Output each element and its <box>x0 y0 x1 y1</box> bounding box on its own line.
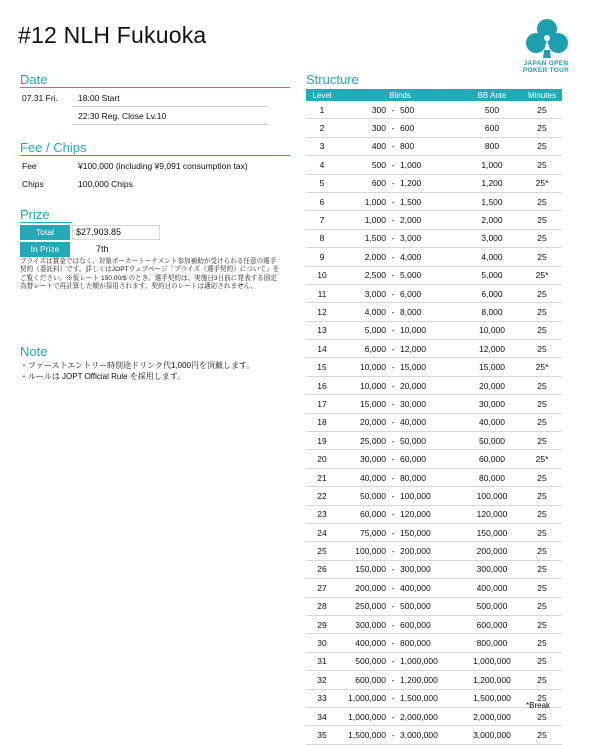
small-blind-cell: 300 <box>338 119 386 137</box>
blind-separator: - <box>386 156 400 174</box>
prize-note: プライズは賞金ではなく、対象ポーカートーナメント参加補助が受けられる任意の選手契約（委託料）です。詳しくはJOPTウェブページ「プライズ（選手契約）について」をご覧ください。※仮レート 150.00/$ のとき。選手契約は、実施日3日前に発表する固定為替レートで再計算した額が採用されます。契約日のレートは適応されません。 <box>20 258 280 290</box>
minutes-cell: 25* <box>522 358 562 376</box>
minutes-cell: 25 <box>522 248 562 266</box>
note-item: ・ファーストエントリー時別途ドリンク代1,000円を頂戴します。 <box>20 361 255 370</box>
small-blind-cell: 300 <box>338 101 386 119</box>
table-row <box>306 137 562 155</box>
bb-ante-cell: 800 <box>462 137 522 155</box>
table-row <box>306 726 562 744</box>
prize-divider <box>20 222 72 223</box>
table-row <box>306 468 562 486</box>
date-close: 22:30 Reg. Close Lv.10 <box>78 111 167 121</box>
big-blind-cell: 800,000 <box>400 634 462 652</box>
minutes-cell: 25* <box>522 266 562 284</box>
table-row <box>306 284 562 302</box>
blind-separator: - <box>386 248 400 266</box>
bb-ante-cell: 400,000 <box>462 579 522 597</box>
prize-total-value: $27,903.85 <box>76 227 122 237</box>
small-blind-cell: 500,000 <box>338 652 386 670</box>
level-cell: 15 <box>306 358 338 376</box>
small-blind-cell: 2,500 <box>338 266 386 284</box>
level-cell: 34 <box>306 707 338 725</box>
minutes-cell: 25 <box>522 156 562 174</box>
small-blind-cell: 4,000 <box>338 303 386 321</box>
minutes-cell: 25 <box>522 523 562 541</box>
minutes-cell: 25 <box>522 376 562 394</box>
bb-ante-cell: 6,000 <box>462 284 522 302</box>
table-row <box>306 542 562 560</box>
minutes-cell: 25 <box>522 671 562 689</box>
level-cell: 17 <box>306 395 338 413</box>
bb-ante-cell: 12,000 <box>462 340 522 358</box>
small-blind-cell: 5,000 <box>338 321 386 339</box>
small-blind-cell: 600 <box>338 174 386 192</box>
big-blind-cell: 500,000 <box>400 597 462 615</box>
blind-separator: - <box>386 652 400 670</box>
small-blind-cell: 300,000 <box>338 615 386 633</box>
level-cell: 2 <box>306 119 338 137</box>
blind-separator: - <box>386 119 400 137</box>
level-cell: 20 <box>306 450 338 468</box>
table-row <box>306 376 562 394</box>
blind-separator: - <box>386 615 400 633</box>
table-row <box>306 340 562 358</box>
level-cell: 23 <box>306 505 338 523</box>
level-cell: 29 <box>306 615 338 633</box>
blind-separator: - <box>386 671 400 689</box>
minutes-cell: 25 <box>522 340 562 358</box>
level-cell: 30 <box>306 634 338 652</box>
blind-separator: - <box>386 707 400 725</box>
small-blind-cell: 30,000 <box>338 450 386 468</box>
blind-separator: - <box>386 726 400 744</box>
minutes-cell: 25 <box>522 413 562 431</box>
level-cell: 33 <box>306 689 338 707</box>
minutes-cell: 25 <box>522 597 562 615</box>
minutes-cell: 25 <box>522 303 562 321</box>
blind-separator: - <box>386 266 400 284</box>
level-cell: 1 <box>306 101 338 119</box>
small-blind-cell: 1,000 <box>338 211 386 229</box>
bb-ante-cell: 500,000 <box>462 597 522 615</box>
table-row <box>306 597 562 615</box>
blind-separator: - <box>386 523 400 541</box>
bb-ante-cell: 50,000 <box>462 432 522 450</box>
bb-ante-cell: 150,000 <box>462 523 522 541</box>
level-cell: 13 <box>306 321 338 339</box>
note-item: ・ルールは JOPT Official Rule を採用します。 <box>20 372 186 381</box>
big-blind-cell: 600,000 <box>400 615 462 633</box>
blind-separator: - <box>386 101 400 119</box>
level-cell: 31 <box>306 652 338 670</box>
page-title: #12 NLH Fukuoka <box>18 22 207 48</box>
table-row <box>306 101 562 119</box>
bb-ante-cell: 10,000 <box>462 321 522 339</box>
bb-ante-cell: 100,000 <box>462 487 522 505</box>
minutes-cell: 25 <box>522 432 562 450</box>
level-cell: 9 <box>306 248 338 266</box>
col-minutes: Minutes <box>522 89 562 101</box>
date-heading: Date <box>20 72 48 87</box>
structure-heading: Structure <box>306 72 359 87</box>
level-cell: 14 <box>306 340 338 358</box>
small-blind-cell: 60,000 <box>338 505 386 523</box>
big-blind-cell: 120,000 <box>400 505 462 523</box>
big-blind-cell: 1,500,000 <box>400 689 462 707</box>
blind-separator: - <box>386 340 400 358</box>
level-cell: 12 <box>306 303 338 321</box>
table-row <box>306 413 562 431</box>
prize-total-label: Total <box>20 225 70 240</box>
blind-separator: - <box>386 358 400 376</box>
table-row <box>306 119 562 137</box>
date-day: 07.31 Fri. <box>22 93 58 103</box>
bb-ante-cell: 3,000,000 <box>462 726 522 744</box>
table-row <box>306 634 562 652</box>
date-start: 18:00 Start <box>78 93 120 103</box>
table-row <box>306 579 562 597</box>
blind-separator: - <box>386 137 400 155</box>
small-blind-cell: 50,000 <box>338 487 386 505</box>
structure-header-row <box>306 89 562 101</box>
minutes-cell: 25 <box>522 321 562 339</box>
fee-divider <box>20 155 290 156</box>
bb-ante-cell: 15,000 <box>462 358 522 376</box>
minutes-cell: 25* <box>522 174 562 192</box>
big-blind-cell: 80,000 <box>400 468 462 486</box>
small-blind-cell: 20,000 <box>338 413 386 431</box>
small-blind-cell: 400 <box>338 137 386 155</box>
table-row <box>306 192 562 210</box>
col-bb-ante: BB Ante <box>462 89 522 101</box>
big-blind-cell: 50,000 <box>400 432 462 450</box>
blind-separator: - <box>386 413 400 431</box>
big-blind-cell: 300,000 <box>400 560 462 578</box>
minutes-cell: 25 <box>522 101 562 119</box>
small-blind-cell: 3,000 <box>338 284 386 302</box>
blind-separator: - <box>386 468 400 486</box>
blind-separator: - <box>386 579 400 597</box>
bb-ante-cell: 1,000,000 <box>462 652 522 670</box>
minutes-cell: 25 <box>522 119 562 137</box>
level-cell: 3 <box>306 137 338 155</box>
bb-ante-cell: 600,000 <box>462 615 522 633</box>
blind-separator: - <box>386 634 400 652</box>
table-row <box>306 303 562 321</box>
big-blind-cell: 60,000 <box>400 450 462 468</box>
small-blind-cell: 1,000,000 <box>338 707 386 725</box>
bb-ante-cell: 600 <box>462 119 522 137</box>
blind-separator: - <box>386 321 400 339</box>
table-row <box>306 505 562 523</box>
table-row <box>306 689 562 707</box>
small-blind-cell: 10,000 <box>338 376 386 394</box>
date-divider <box>20 87 290 88</box>
bb-ante-cell: 1,500 <box>462 192 522 210</box>
blind-separator: - <box>386 505 400 523</box>
level-cell: 26 <box>306 560 338 578</box>
minutes-cell: 25 <box>522 229 562 247</box>
level-cell: 7 <box>306 211 338 229</box>
level-cell: 11 <box>306 284 338 302</box>
small-blind-cell: 1,000,000 <box>338 689 386 707</box>
minutes-cell: 25 <box>522 707 562 725</box>
small-blind-cell: 250,000 <box>338 597 386 615</box>
table-row <box>306 707 562 725</box>
blind-separator: - <box>386 560 400 578</box>
level-cell: 4 <box>306 156 338 174</box>
big-blind-cell: 20,000 <box>400 376 462 394</box>
big-blind-cell: 12,000 <box>400 340 462 358</box>
big-blind-cell: 1,500 <box>400 192 462 210</box>
big-blind-cell: 2,000,000 <box>400 707 462 725</box>
table-row <box>306 523 562 541</box>
table-row <box>306 321 562 339</box>
blind-separator: - <box>386 303 400 321</box>
level-cell: 6 <box>306 192 338 210</box>
minutes-cell: 25 <box>522 211 562 229</box>
big-blind-cell: 200,000 <box>400 542 462 560</box>
small-blind-cell: 400,000 <box>338 634 386 652</box>
level-cell: 10 <box>306 266 338 284</box>
table-row <box>306 432 562 450</box>
minutes-cell: 25 <box>522 542 562 560</box>
level-cell: 18 <box>306 413 338 431</box>
big-blind-cell: 3,000,000 <box>400 726 462 744</box>
table-row <box>306 487 562 505</box>
blind-separator: - <box>386 284 400 302</box>
minutes-cell: 25 <box>522 652 562 670</box>
small-blind-cell: 1,500 <box>338 229 386 247</box>
table-row <box>306 395 562 413</box>
minutes-cell: 25 <box>522 726 562 744</box>
level-cell: 35 <box>306 726 338 744</box>
bb-ante-cell: 8,000 <box>462 303 522 321</box>
blind-separator: - <box>386 597 400 615</box>
bb-ante-cell: 500 <box>462 101 522 119</box>
small-blind-cell: 1,500,000 <box>338 726 386 744</box>
break-note: *Break <box>526 701 551 710</box>
big-blind-cell: 6,000 <box>400 284 462 302</box>
big-blind-cell: 1,200 <box>400 174 462 192</box>
big-blind-cell: 100,000 <box>400 487 462 505</box>
big-blind-cell: 150,000 <box>400 523 462 541</box>
col-level: Level <box>306 89 338 101</box>
blind-separator: - <box>386 450 400 468</box>
prize-inprize-value: 7th <box>96 244 109 254</box>
blind-separator: - <box>386 395 400 413</box>
date-row-divider <box>72 106 268 107</box>
big-blind-cell: 30,000 <box>400 395 462 413</box>
small-blind-cell: 150,000 <box>338 560 386 578</box>
bb-ante-cell: 3,000 <box>462 229 522 247</box>
level-cell: 27 <box>306 579 338 597</box>
blind-separator: - <box>386 174 400 192</box>
table-row <box>306 615 562 633</box>
bb-ante-cell: 120,000 <box>462 505 522 523</box>
note-heading: Note <box>20 344 48 359</box>
minutes-cell: 25 <box>522 284 562 302</box>
level-cell: 5 <box>306 174 338 192</box>
logo-text: JAPAN OPEN POKER TOUR <box>522 60 570 74</box>
small-blind-cell: 200,000 <box>338 579 386 597</box>
bb-ante-cell: 2,000 <box>462 211 522 229</box>
table-row <box>306 358 562 376</box>
fee-heading: Fee / Chips <box>20 140 87 155</box>
level-cell: 28 <box>306 597 338 615</box>
chips-label: Chips <box>22 179 44 189</box>
small-blind-cell: 1,000 <box>338 192 386 210</box>
small-blind-cell: 40,000 <box>338 468 386 486</box>
blind-separator: - <box>386 192 400 210</box>
big-blind-cell: 800 <box>400 137 462 155</box>
minutes-cell: 25 <box>522 579 562 597</box>
small-blind-cell: 15,000 <box>338 395 386 413</box>
minutes-cell: 25 <box>522 487 562 505</box>
level-cell: 8 <box>306 229 338 247</box>
minutes-cell: 25 <box>522 689 562 707</box>
small-blind-cell: 10,000 <box>338 358 386 376</box>
big-blind-cell: 5,000 <box>400 266 462 284</box>
fee-value: ¥100,000 (including ¥9,091 consumption tax) <box>78 161 248 171</box>
minutes-cell: 25 <box>522 505 562 523</box>
small-blind-cell: 25,000 <box>338 432 386 450</box>
table-row <box>306 560 562 578</box>
minutes-cell: 25 <box>522 395 562 413</box>
blind-separator: - <box>386 432 400 450</box>
big-blind-cell: 500 <box>400 101 462 119</box>
prize-inprize-label: In Prize <box>20 242 70 257</box>
bb-ante-cell: 30,000 <box>462 395 522 413</box>
big-blind-cell: 8,000 <box>400 303 462 321</box>
blind-separator: - <box>386 376 400 394</box>
minutes-cell: 25 <box>522 192 562 210</box>
bb-ante-cell: 1,200 <box>462 174 522 192</box>
big-blind-cell: 3,000 <box>400 229 462 247</box>
big-blind-cell: 4,000 <box>400 248 462 266</box>
table-row <box>306 248 562 266</box>
big-blind-cell: 15,000 <box>400 358 462 376</box>
level-cell: 24 <box>306 523 338 541</box>
big-blind-cell: 2,000 <box>400 211 462 229</box>
blind-separator: - <box>386 542 400 560</box>
table-row <box>306 671 562 689</box>
small-blind-cell: 500 <box>338 156 386 174</box>
bb-ante-cell: 1,200,000 <box>462 671 522 689</box>
minutes-cell: 25 <box>522 137 562 155</box>
small-blind-cell: 600,000 <box>338 671 386 689</box>
table-row <box>306 156 562 174</box>
chips-value: 100,000 Chips <box>78 179 133 189</box>
minutes-cell: 25 <box>522 468 562 486</box>
table-row <box>306 266 562 284</box>
table-row <box>306 229 562 247</box>
col-blinds: Blinds <box>338 89 462 101</box>
bb-ante-cell: 20,000 <box>462 376 522 394</box>
small-blind-cell: 75,000 <box>338 523 386 541</box>
minutes-cell: 25 <box>522 560 562 578</box>
minutes-cell: 25 <box>522 615 562 633</box>
small-blind-cell: 6,000 <box>338 340 386 358</box>
minutes-cell: 25* <box>522 450 562 468</box>
level-cell: 19 <box>306 432 338 450</box>
level-cell: 16 <box>306 376 338 394</box>
big-blind-cell: 400,000 <box>400 579 462 597</box>
big-blind-cell: 40,000 <box>400 413 462 431</box>
blind-separator: - <box>386 229 400 247</box>
bb-ante-cell: 1,500,000 <box>462 689 522 707</box>
bb-ante-cell: 40,000 <box>462 413 522 431</box>
level-cell: 25 <box>306 542 338 560</box>
big-blind-cell: 10,000 <box>400 321 462 339</box>
prize-heading: Prize <box>20 207 50 222</box>
minutes-cell: 25 <box>522 634 562 652</box>
small-blind-cell: 2,000 <box>338 248 386 266</box>
bb-ante-cell: 60,000 <box>462 450 522 468</box>
level-cell: 22 <box>306 487 338 505</box>
blind-separator: - <box>386 689 400 707</box>
fee-label: Fee <box>22 161 37 171</box>
date-row-divider <box>72 124 268 125</box>
bb-ante-cell: 80,000 <box>462 468 522 486</box>
table-row <box>306 211 562 229</box>
table-row <box>306 652 562 670</box>
bb-ante-cell: 300,000 <box>462 560 522 578</box>
bb-ante-cell: 5,000 <box>462 266 522 284</box>
bb-ante-cell: 800,000 <box>462 634 522 652</box>
blind-separator: - <box>386 211 400 229</box>
bb-ante-cell: 1,000 <box>462 156 522 174</box>
big-blind-cell: 1,000 <box>400 156 462 174</box>
table-row <box>306 450 562 468</box>
big-blind-cell: 1,200,000 <box>400 671 462 689</box>
bb-ante-cell: 2,000,000 <box>462 707 522 725</box>
small-blind-cell: 100,000 <box>338 542 386 560</box>
level-cell: 32 <box>306 671 338 689</box>
table-row <box>306 174 562 192</box>
structure-table <box>306 89 562 745</box>
level-cell: 21 <box>306 468 338 486</box>
bb-ante-cell: 200,000 <box>462 542 522 560</box>
bb-ante-cell: 4,000 <box>462 248 522 266</box>
big-blind-cell: 1,000,000 <box>400 652 462 670</box>
big-blind-cell: 600 <box>400 119 462 137</box>
blind-separator: - <box>386 487 400 505</box>
